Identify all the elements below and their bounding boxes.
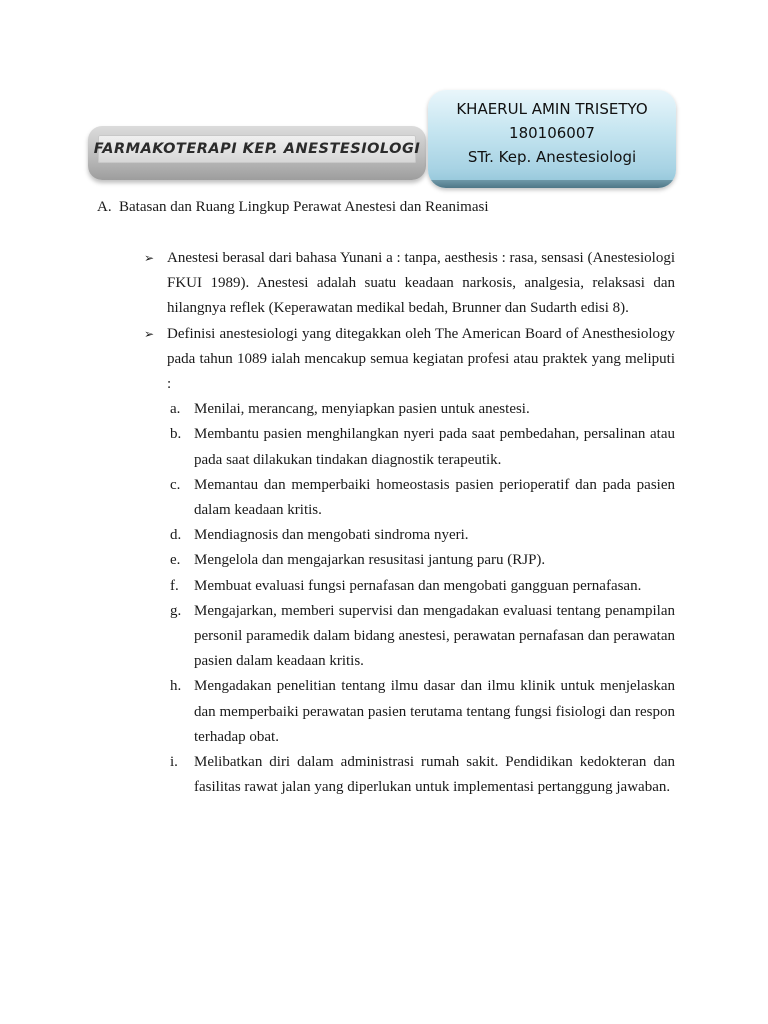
section-heading: [97, 199, 489, 216]
course-title: FARMAKOTERAPI KEP. ANESTESIOLOGI: [93, 141, 421, 157]
arrow-bullet-icon: ➢: [144, 326, 155, 341]
document-body: [144, 246, 675, 800]
list-item-letter: g.: [170, 602, 182, 619]
list-item-text: Melibatkan diri dalam administrasi rumah sakit. Pendidikan kedokteran dan fasilitas rawat jalan yang diperlukan untuk implementasi pertanggung jawaban.: [194, 754, 675, 796]
list-item: [144, 473, 675, 523]
arrow-bullet-icon: ➢: [144, 251, 155, 265]
study-program: STr. Kep. Anestesiologi: [467, 148, 637, 166]
list-item: [144, 599, 675, 675]
bullet-text: Definisi anestesiologi yang ditegakkan oleh The American Board of Anesthesiology pada tahun 1089 ialah mencakup semua kegiatan profesi atau praktek yang meliputi :: [167, 325, 675, 393]
list-item-letter: h.: [170, 678, 182, 695]
list-item-letter: i.: [170, 754, 178, 771]
author-name: KHAERUL AMIN TRISETYO: [456, 100, 648, 118]
bullet-text: Anestesi berasal dari bahasa Yunani a : tanpa, aesthesis : rasa, sensasi (Anestesiologi FKUI 1989). Anestesi adalah suatu keadaan narkosis, analgesia, relaksasi dan hilangnya reflek (Keperawatan medikal bedah, Brunner dan Sudarth edisi 8).: [167, 250, 675, 317]
list-item: [144, 750, 675, 800]
list-item: [144, 523, 675, 548]
list-item-letter: b.: [170, 426, 182, 443]
list-item-text: Mengelola dan mengajarkan resusitasi jantung paru (RJP).: [194, 552, 546, 569]
list-item-text: Mengajarkan, memberi supervisi dan mengadakan evaluasi tentang penampilan personil paramedik dalam bidang anestesi, perawatan pernafasan dan perawatan pasien dalam keadaan kritis.: [194, 602, 675, 670]
list-item: [144, 397, 675, 422]
section-marker: A.: [97, 199, 112, 215]
author-info: [428, 97, 676, 169]
list-item-text: Membantu pasien menghilangkan nyeri pada saat pembedahan, persalinan atau pada saat dilakukan tindakan diagnostik terapeutik.: [194, 426, 675, 468]
list-item-text: Membuat evaluasi fungsi pernafasan dan mengobati gangguan pernafasan.: [194, 577, 642, 594]
list-item-letter: e.: [170, 552, 181, 569]
author-card: [428, 90, 676, 188]
bullet-item: [144, 246, 675, 322]
list-item: [144, 574, 675, 599]
list-item: [144, 422, 675, 472]
bullet-item: [144, 322, 675, 398]
list-item-text: Mendiagnosis dan mengobati sindroma nyeri.: [194, 527, 469, 544]
list-item-text: Mengadakan penelitian tentang ilmu dasar dan ilmu klinik untuk menjelaskan dan memperbaiki perawatan pasien terutama tentang fungsi fisiologi dan respon terhadap obat.: [194, 678, 675, 745]
list-item-text: Menilai, merancang, menyiapkan pasien untuk anestesi.: [194, 401, 530, 418]
section-heading-text: Batasan dan Ruang Lingkup Perawat Anestesi dan Reanimasi: [119, 199, 489, 215]
list-item-text: Memantau dan memperbaiki homeostasis pasien perioperatif dan pada pasien dalam keadaan kritis.: [194, 476, 675, 519]
definition-list: [144, 397, 675, 800]
course-title-banner: [88, 126, 426, 180]
student-id: 180106007: [509, 124, 595, 142]
list-item: [144, 674, 675, 750]
list-item-letter: d.: [170, 527, 182, 544]
course-title-plate: [93, 135, 421, 163]
list-item-letter: a.: [170, 401, 181, 418]
list-item-letter: c.: [170, 476, 181, 493]
list-item: [144, 548, 675, 573]
list-item-letter: f.: [170, 577, 179, 594]
